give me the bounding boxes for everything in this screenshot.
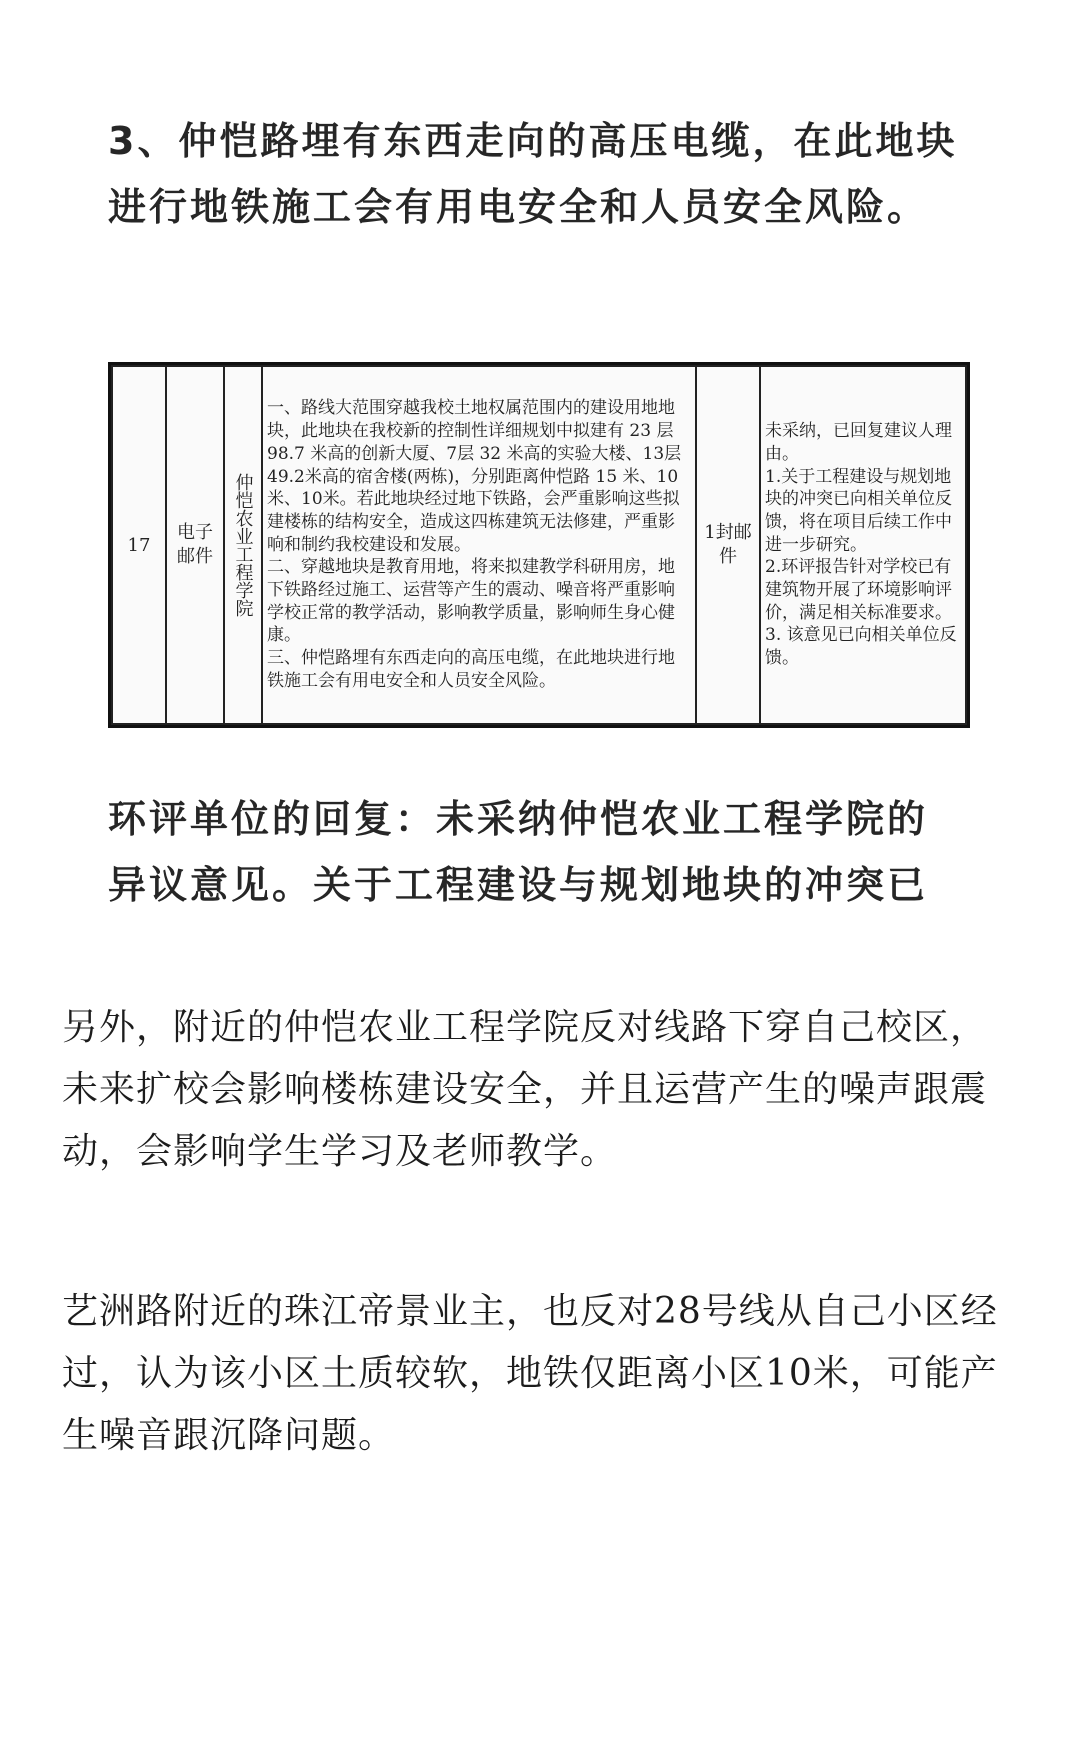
table-row [112, 366, 966, 724]
opinion-table [111, 365, 967, 725]
quoted-text-bottom: 环评单位的回复：未采纳仲恺农业工程学院的异议意见。关于工程建设与规划地块的冲突已 [108, 797, 929, 907]
submission-count: 1封邮件 [696, 366, 760, 724]
row-number: 17 [112, 366, 166, 724]
quoted-text-top: 3、仲恺路埋有东西走向的高压电缆，在此地块进行地铁施工会有用电安全和人员安全风险。 [108, 119, 958, 229]
opinion-content: 一、路线大范围穿越我校土地权属范围内的建设用地地块，此地块在我校新的控制性详细规划中拟建有 23 层 98.7 米高的创新大厦、7层 32 米高的实验大楼、13层 49.2米高的宿舍楼(两栋)，分别距离仲恺路 15 米、10米、10米。若此地块经过地下铁路，会严重影响这些拟建楼栋的结构安全，造成这四栋建筑无法修建，严重影响和制约我校建设和发展。 二、穿越地块是教育用地，将来拟建教学科研用房，地下铁路经过施工、运营等产生的震动、噪音将严重影响学校正常的教学活动，影响教学质量，影响师生身心健康。 三、仲恺路埋有东西走向的高压电缆，在此地块进行地铁施工会有用电安全和人员安全风险。 [262, 366, 696, 724]
organization-name: 仲恺农业工程学院 [224, 366, 262, 724]
article-paragraph: 艺洲路附近的珠江帝景业主，也反对28号线从自己小区经过，认为该小区土质较软，地铁仅距离小区10米，可能产生噪音跟沉降问题。 [62, 1291, 998, 1456]
submission-way: 电子邮件 [166, 366, 224, 724]
article-paragraph: 另外，附近的仲恺农业工程学院反对线路下穿自己校区，未来扩校会影响楼栋建设安全，并且运营产生的噪声跟震动，会影响学生学习及老师教学。 [62, 1007, 988, 1172]
scanned-table-image [108, 362, 970, 728]
reply-content: 未采纳，已回复建议人理由。 1.关于工程建设与规划地块的冲突已向相关单位反馈，将在项目后续工作中进一步研究。 2.环评报告针对学校已有建筑物开展了环境影响评价，满足相关标准要求。 3. 该意见已向相关单位反馈。 [760, 366, 966, 724]
